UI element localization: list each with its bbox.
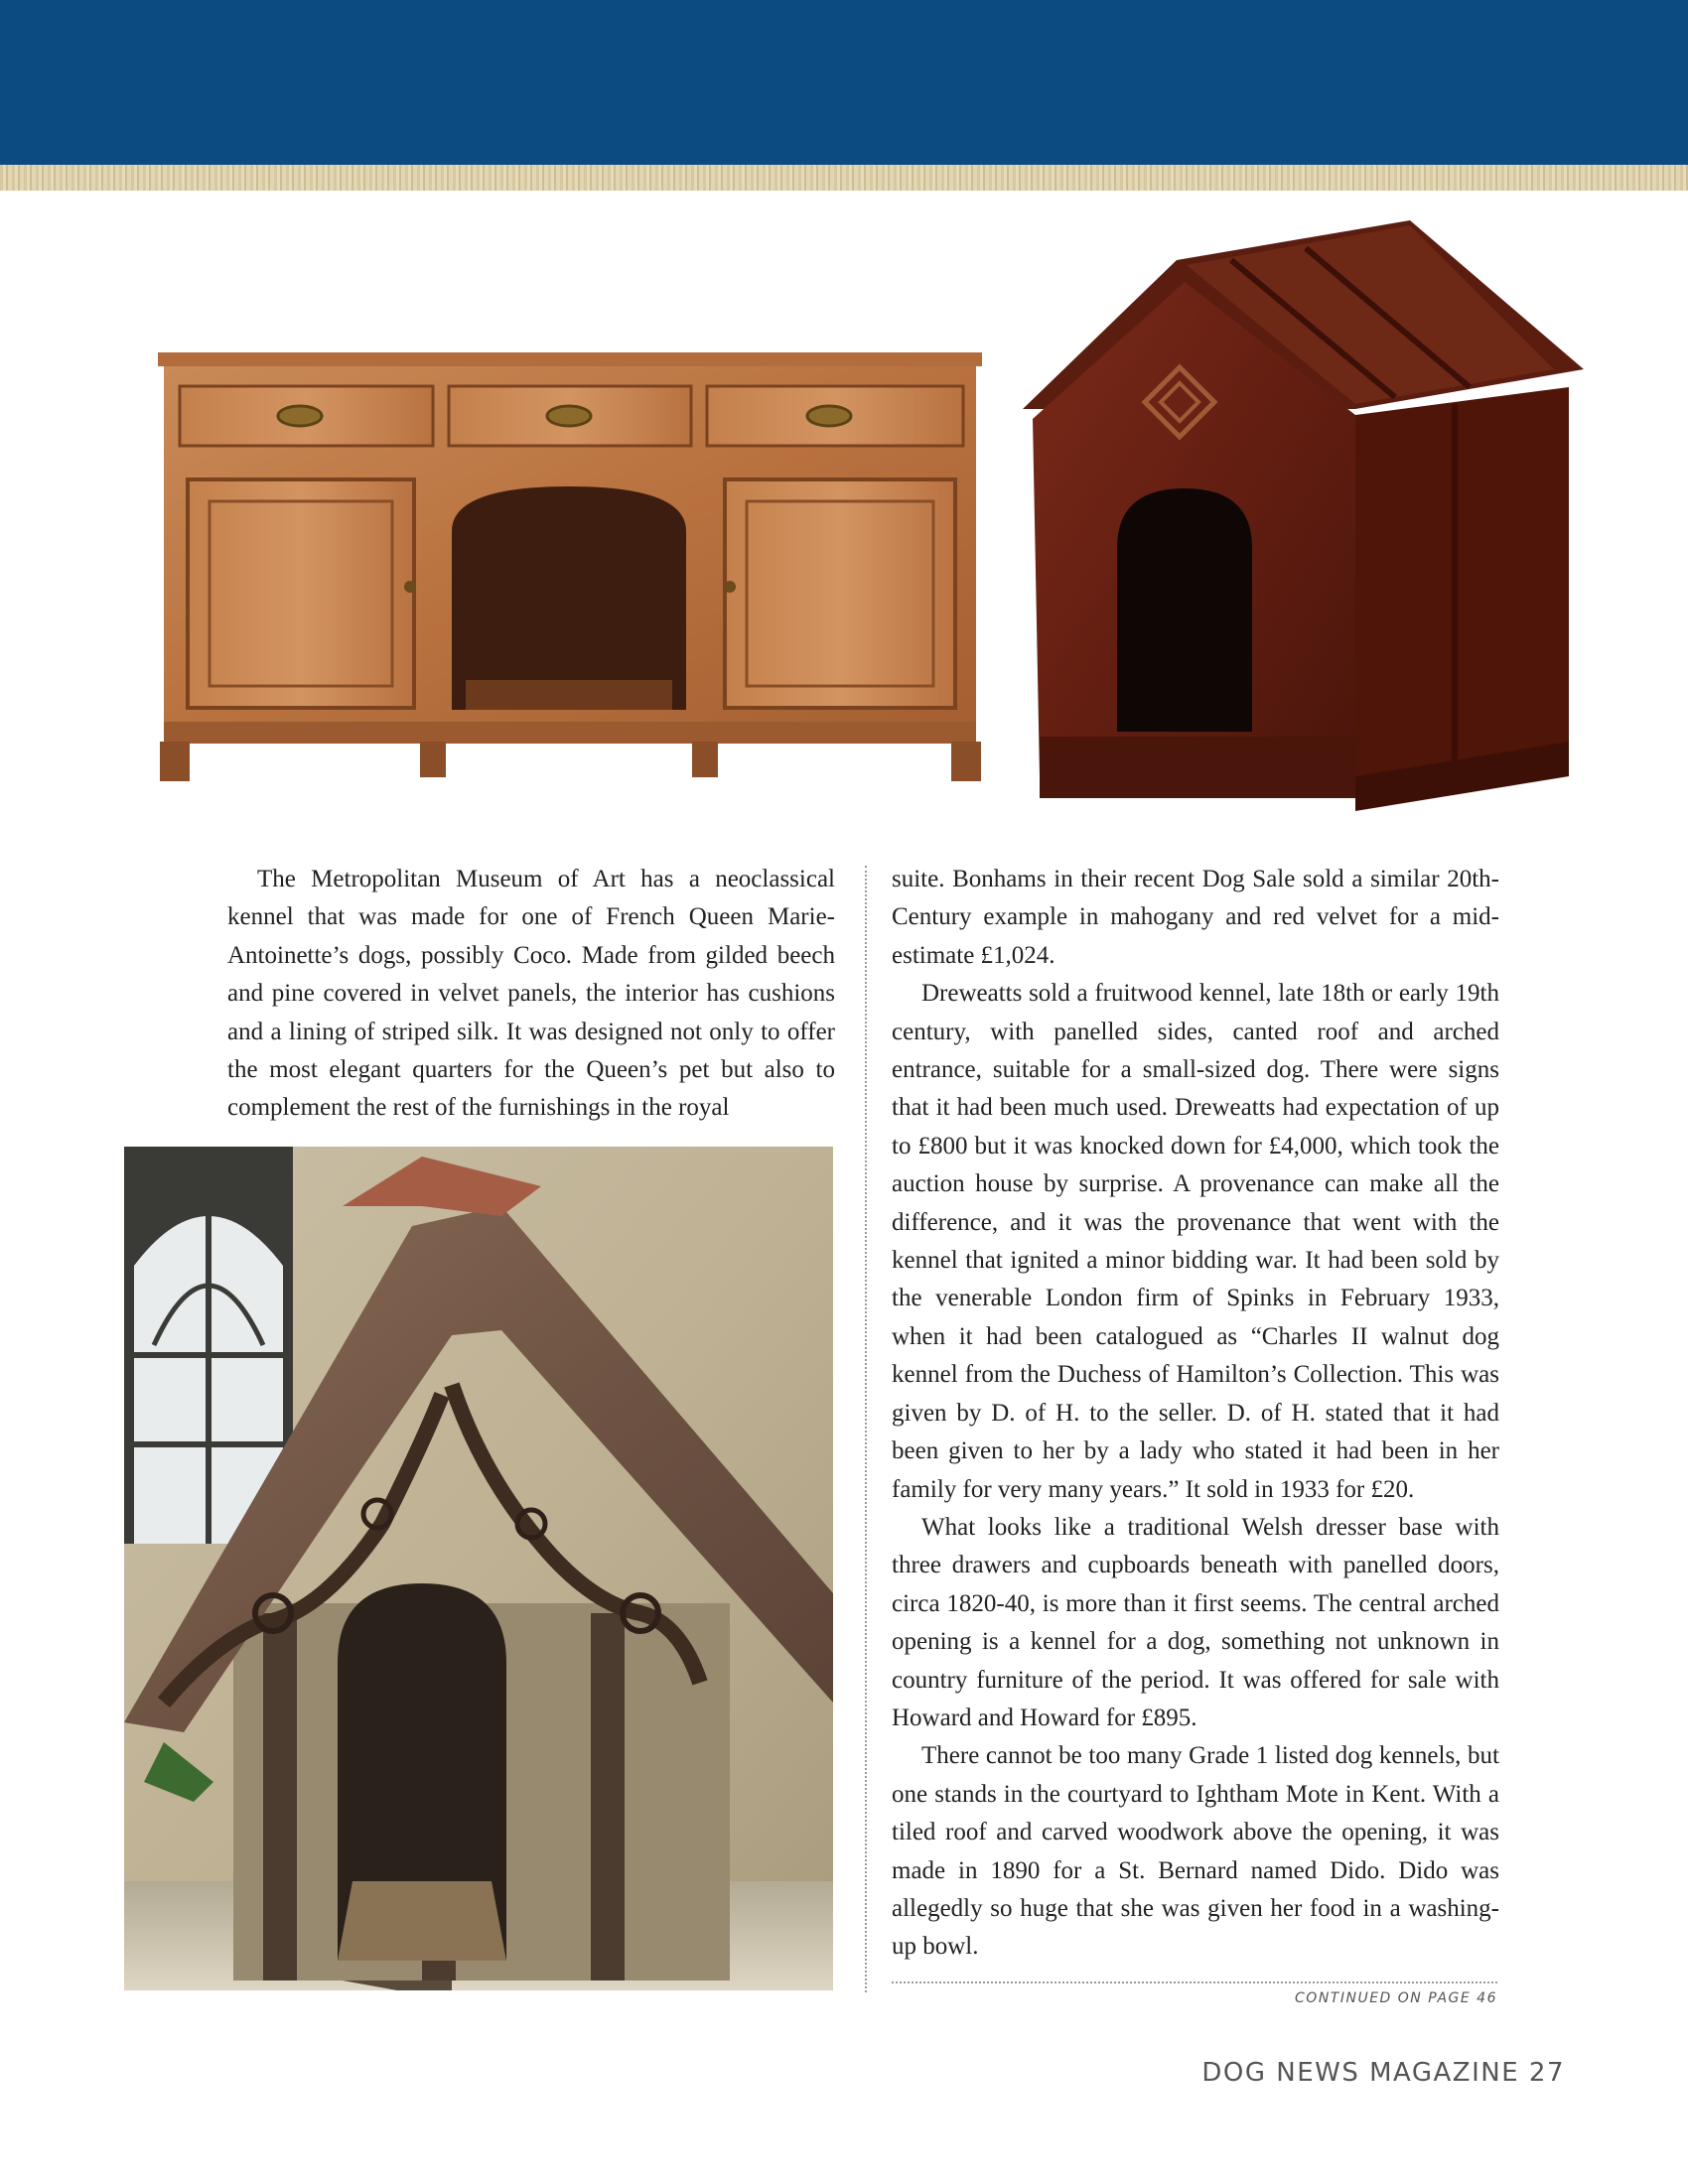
- column-divider: [865, 866, 867, 1992]
- header-bar: [0, 0, 1688, 165]
- continued-divider: [892, 1981, 1497, 1983]
- photo-walnut-kennel: [1018, 220, 1584, 816]
- paragraph-dreweatts: Dreweatts sold a fruitwood kennel, late 18th or early 19th century, with panelled sides, canted roof and arched entrance, suitable for a small-sized dog. There were signs that it had been much used. Dreweatts had expectation of up to £800 but it was knocked down for £4,000, which took the auction house by surprise. A provenance can make all the difference, and it was the provenance that went with the kennel that ignited a minor bidding war. It had been sold by the venerable London firm of Spinks in February 1933, when it had been catalogued as “Charles II walnut dog kennel from the Duchess of Hamilton’s Collection. This was given by D. of H. to the seller. D. of H. stated that it had been given to her by a lady who stated it had been in her family for very many years.” It sold in 1933 for £20.: [892, 980, 1499, 1503]
- paragraph-bonhams: suite. Bonhams in their recent Dog Sale sold a similar 20th-Century example in mahogany and red velvet for a mid-estimate £1,024.: [892, 866, 1499, 969]
- header-linen-strip: [0, 165, 1688, 191]
- page-folio: DOG NEWS MAGAZINE 27: [1201, 2058, 1565, 2088]
- paragraph-met-museum: The Metropolitan Museum of Art has a neoclassical kennel that was made for one of French Queen Marie-Antoinette’s dogs, possibly Coco. Made from gilded beech and pine covered in velvet panels, the interior has cushions and a lining of striped silk. It was designed not only to offer the most elegant quarters for the Queen’s pet but also to complement the rest of the furnishings in the royal: [227, 866, 835, 1122]
- paragraph-ightham-mote: There cannot be too many Grade 1 listed dog kennels, but one stands in the courtyard to Ightham Mote in Kent. With a tiled roof and carved woodwork above the opening, it was made in 1890 for a St. Bernard named Dido. Dido was allegedly so huge that she was given her food in a washing-up bowl.: [892, 1742, 1499, 1961]
- article-right-column: [892, 861, 1499, 1967]
- photo-ightham-mote-kennel: [124, 1147, 833, 1990]
- photo-dresser-base: [154, 352, 986, 784]
- continued-note: CONTINUED ON PAGE 46: [1295, 1990, 1497, 2006]
- paragraph-welsh-dresser: What looks like a traditional Welsh dresser base with three drawers and cupboards beneath with panelled doors, circa 1820-40, is more than it first seems. The central arched opening is a kennel for a dog, something not unknown in country furniture of the period. It was offered for sale with Howard and Howard for £895.: [892, 1513, 1499, 1731]
- article-left-column: [227, 861, 835, 1128]
